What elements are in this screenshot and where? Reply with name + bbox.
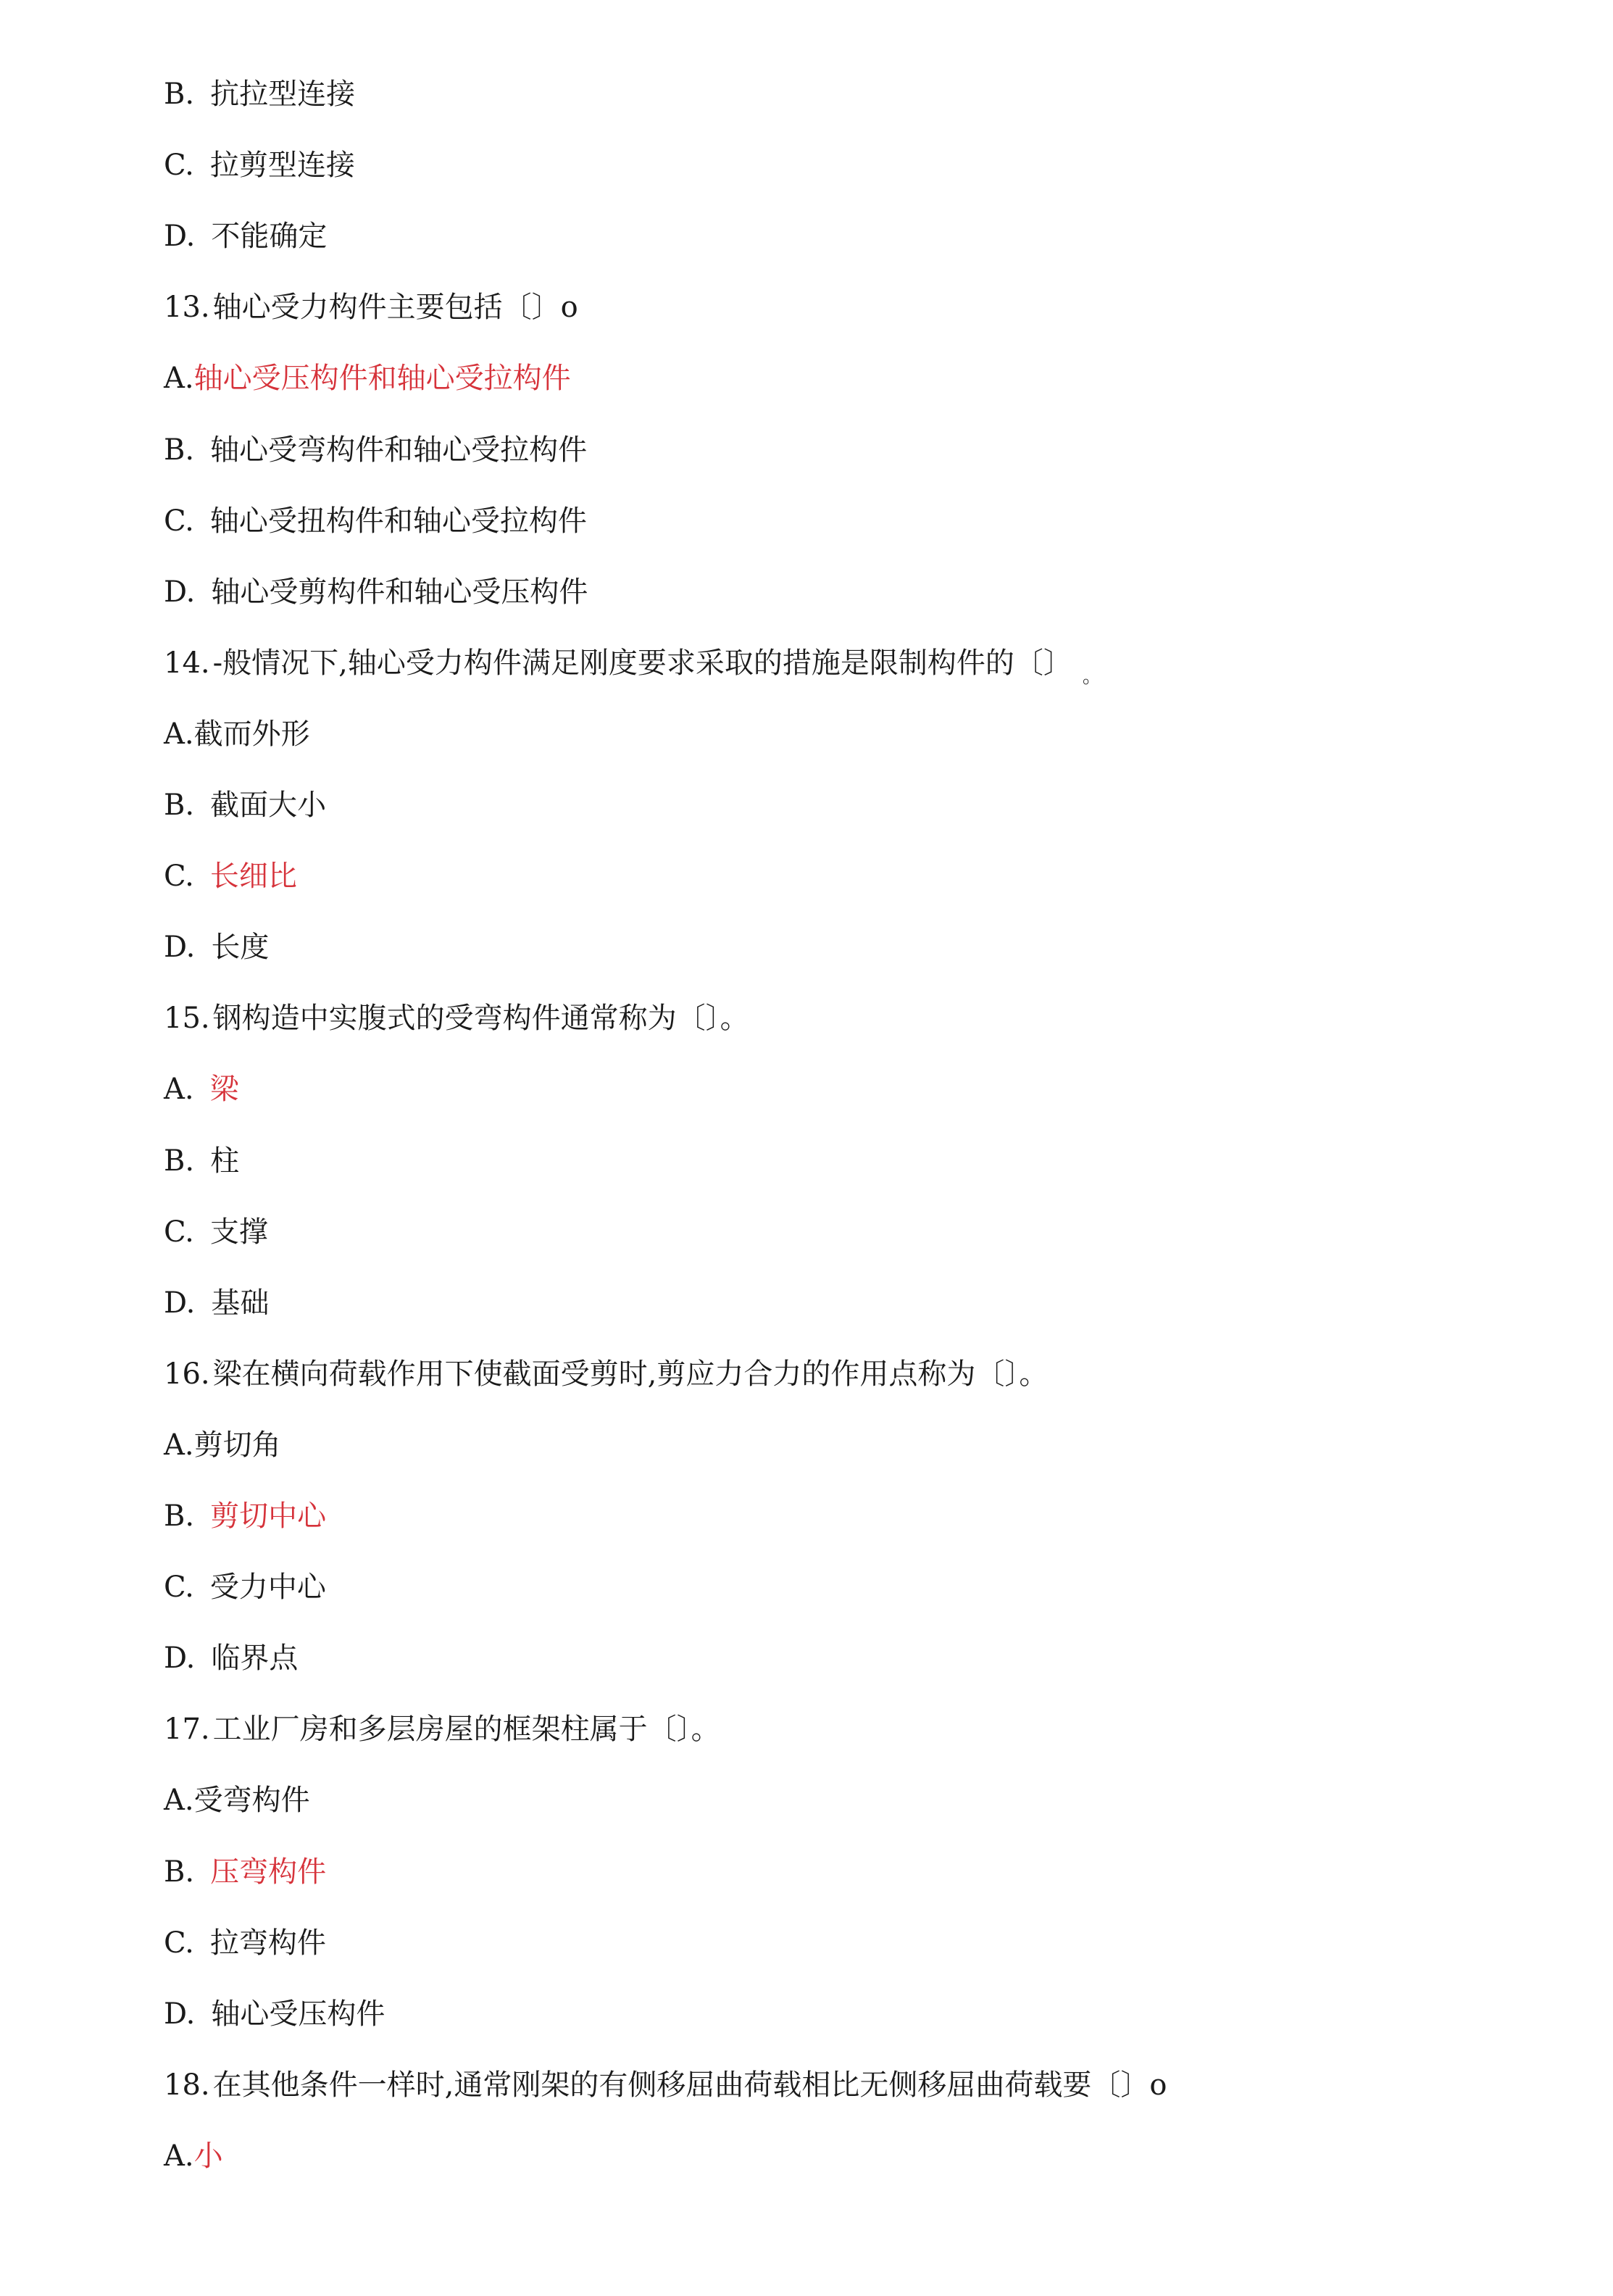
option-label: B. [164,433,195,467]
question-number: 15. [164,1002,210,1035]
option-label: D. [164,1286,196,1320]
question-text: 钢构造中实腹式的受弯构件通常称为〔〕。 [212,1002,749,1035]
answer-option [164,1568,326,1606]
question-text: -般情况下,轴心受力构件满足刚度要求采取的措施是限制构件的〔〕 [212,646,1072,680]
answer-option-correct [164,359,571,397]
option-text: 基础 [211,1286,270,1320]
answer-option [164,217,327,255]
option-text: 轴心受弯构件和轴心受拉构件 [210,433,588,467]
option-label: C. [164,504,194,538]
answer-option-correct [164,1070,239,1108]
question-trailing-mark: 。 [1082,666,1101,688]
option-text: 轴心受剪构件和轴心受压构件 [211,575,588,609]
option-label: A. [164,1428,194,1462]
option-text: 截而外形 [193,718,310,751]
answer-option [164,1426,281,1464]
question-number: 16. [164,1357,210,1391]
option-label: C. [164,1926,194,1960]
option-text: 截面大小 [210,789,327,822]
option-text: 柱 [210,1144,240,1178]
option-label: D. [164,220,196,253]
question-stem [164,999,749,1037]
option-label: B. [164,789,195,822]
option-text: 拉弯构件 [209,1926,326,1960]
answer-option [164,1213,268,1251]
answer-option [164,1142,239,1180]
answer-option [164,146,355,184]
option-text: 长细比 [209,860,297,893]
answer-option-correct [164,2137,223,2175]
question-number: 18. [164,2068,210,2102]
question-text: 轴心受力构件主要包括〔〕o [212,291,578,324]
answer-option [164,928,269,966]
option-label: D. [164,1997,196,2031]
answer-option [164,1781,310,1819]
answer-option [164,75,355,113]
question-number: 17. [164,1713,210,1746]
option-text: 剪切中心 [210,1500,327,1533]
option-label: D. [164,1642,196,1675]
option-label: A. [164,2139,194,2173]
option-text: 剪切角 [193,1428,281,1462]
option-label: D. [164,931,196,964]
answer-option [164,1995,385,2033]
option-text: 轴心受压构件和轴心受拉构件 [193,362,571,395]
option-label: D. [164,575,196,609]
question-text: 在其他条件一样时,通常刚架的有侧移屈曲荷载相比无侧移屈曲荷载要〔〕o [212,2068,1167,2102]
option-text: 梁 [209,1073,239,1106]
answer-option [164,502,587,540]
question-text: 工业厂房和多层房屋的框架柱属于〔〕。 [212,1713,720,1746]
question-number: 14. [164,646,210,680]
option-text: 不能确定 [211,220,328,253]
option-label: C. [164,1215,194,1249]
option-text: 受弯构件 [193,1784,310,1817]
option-text: 受力中心 [209,1571,326,1604]
option-text: 临界点 [211,1642,299,1675]
option-label: B. [164,1144,195,1178]
option-label: A. [164,718,194,751]
option-text: 小 [193,2139,223,2173]
option-label: B. [164,78,195,111]
answer-option [164,431,587,469]
option-text: 轴心受扭构件和轴心受拉构件 [209,504,587,538]
option-label: C. [164,1571,194,1604]
option-text: 支撑 [209,1215,268,1249]
answer-option [164,573,588,611]
answer-option-correct [164,857,297,895]
option-label: B. [164,1500,195,1533]
question-stem [164,644,1101,696]
option-text: 轴心受压构件 [211,1997,385,2031]
question-text: 梁在横向荷载作用下使截面受剪时,剪应力合力的作用点称为〔〕。 [212,1357,1049,1391]
option-label: C. [164,149,194,182]
option-text: 长度 [211,931,270,964]
option-label: A. [164,1073,194,1106]
answer-option-correct [164,1853,326,1891]
question-stem [164,2066,1167,2104]
answer-option [164,1284,269,1322]
answer-option [164,715,310,753]
option-label: C. [164,860,194,893]
answer-option [164,1639,298,1677]
option-label: A. [164,362,194,395]
option-text: 拉剪型连接 [209,149,355,182]
question-number: 13. [164,291,210,324]
answer-option [164,1924,326,1962]
question-stem [164,1355,1048,1393]
option-text: 压弯构件 [210,1855,327,1889]
question-stem [164,288,578,326]
option-label: B. [164,1855,195,1889]
answer-option-correct [164,1497,326,1535]
option-text: 抗拉型连接 [210,78,356,111]
question-stem [164,1710,720,1748]
option-label: A. [164,1784,194,1817]
answer-option [164,786,326,824]
